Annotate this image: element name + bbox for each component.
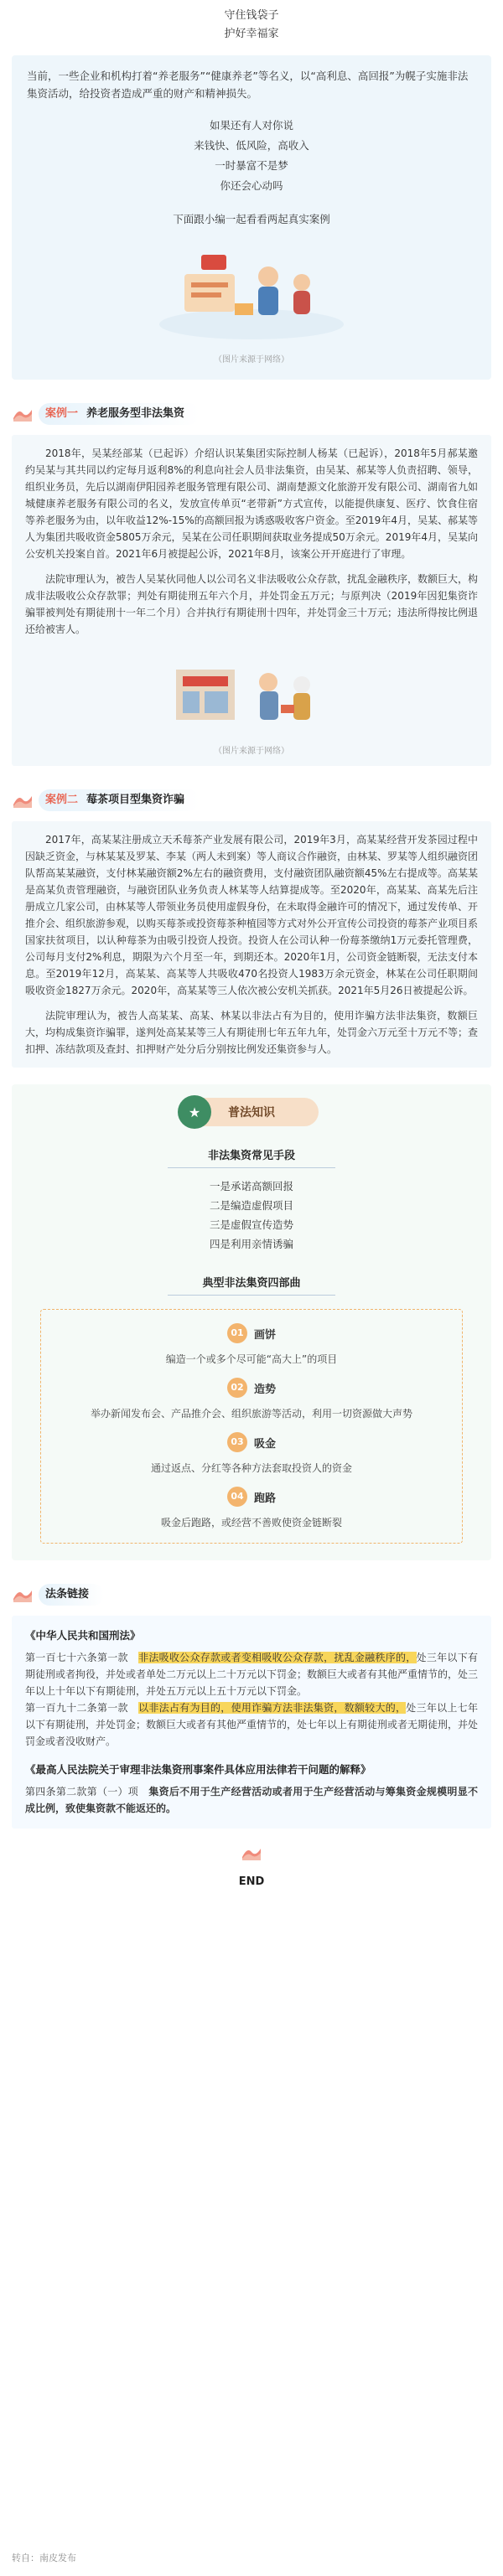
- step-number: 01: [227, 1323, 247, 1343]
- law-box: [12, 1616, 491, 1829]
- law-heading: 《中华人民共和国刑法》: [25, 1629, 141, 1642]
- article-text: 处三年以下有期徒刑或者拘役，并处或者单处二万元以上二十万元以下罚金；数额巨大或者有其他严重情节的，处三年以上十年以下有期徒刑，并处五万元以上五十万元以下罚金。: [25, 1652, 479, 1697]
- step-name: 吸金: [253, 1437, 276, 1451]
- case1-verdict: 法院审理认为，被告人吴某伙同他人以公司名义非法吸收公众存款，扰乱金融秩序，数额巨大，构成非法吸收公众存款罪；判处有期徒刑五年六个月，并处罚金五万元；与原判决（2019年因犯集资诈骗罪被判处有期徒刑十一年二个月）合并执行有期徒刑十四年，并处罚金三十万元；违法所得按比例退还给被害人。: [25, 573, 479, 635]
- step-item: [49, 1432, 454, 1475]
- means-title: 非法集资常见手段: [207, 1150, 295, 1162]
- step-name: 画饼: [253, 1328, 276, 1342]
- divider: [168, 1295, 335, 1296]
- step-item: [49, 1323, 454, 1366]
- star-icon: ★: [178, 1095, 211, 1129]
- highlight-text: 非法吸收公众存款或者变相吸收公众存款，扰乱金融秩序的，: [138, 1652, 417, 1663]
- wave-icon: [12, 403, 34, 425]
- end-mark: END: [238, 1875, 265, 1888]
- law-title-bar: [12, 1582, 491, 1607]
- step-desc: 举办新闻发布会、产品推介会、组织旅游等活动，利用一切资源做大声势: [90, 1408, 412, 1420]
- source-footer: 转自：南皮发布: [12, 2553, 76, 2563]
- law-article-176: [25, 1649, 478, 1699]
- case2-title: 莓茶项目型集资诈骗: [86, 794, 185, 806]
- step-number: 02: [227, 1378, 247, 1398]
- intro-paragraph: 当前，一些企业和机构打着“养老服务”“健康养老”等名义，以“高利息、高回报”为幌子实施非法集资活动，给投资者造成严重的财产和精神损失。: [27, 70, 469, 100]
- step-item: [49, 1487, 454, 1529]
- intro-line: 如果还有人对你说: [209, 119, 293, 132]
- list-item: 二是编造虚假项目: [209, 1199, 293, 1212]
- case1-pill: [39, 403, 200, 425]
- steps-title: 典型非法集资四部曲: [202, 1277, 301, 1290]
- step-desc: 编造一个或多个尽可能“高大上”的项目: [165, 1353, 338, 1365]
- case2-title-bar: [12, 788, 491, 813]
- list-item: 四是利用亲情诱骗: [209, 1238, 293, 1250]
- article-text: 处三年以上七年以下有期徒刑，并处罚金；数额巨大或者有其他严重情节的，处七年以上有期徒刑或者无期徒刑，并处罚金或者没收财产。: [25, 1702, 479, 1747]
- knowledge-section: [12, 1084, 491, 1560]
- intro-lines: [27, 116, 476, 196]
- image-caption: （图片来源于网络）: [214, 747, 289, 756]
- case2-facts: 2017年，高某某注册成立天禾莓茶产业发展有限公司，2019年3月，高某某经营开发茶园过程中因缺乏资金，与林某某及罗某、李某（两人未到案）等人商议合作融资，由林某、罗某等人组织融资团队帮高某某融资，支付林某融资额2%左右的融资费用，支付融资团队融资额45%左右提成等。高某某是高某负责管理融资，与融资团队业务负责人林某等人结算提成等。至2020年，高某某、高某先后注册成立几家公司，由林某等人带领业务员使用虚假身份，在未取得金融许可的情况下，通过发传单、开推介会、组织旅游参观，以购买莓茶或投资莓茶种植园等方式对外公开宣传公司投资的莓茶产业项目系国家扶贫项目，以认种莓茶为由吸引投资人投资。投资人在公司认种一份莓茶缴纳1万元委托管理费，公司每月支付2%利息，期限为六个月至一年，到期还本。2020年1月，公司资金链断裂，无法支付本息。至2019年12月，高某某、高某等人共吸收470名投资人1983万余元资金，林某在公司任职期间吸收资金1827万余元。2020年，高某某等三人依次被公安机关抓获。2021年5月26日被提起公诉。: [25, 834, 479, 996]
- steps-box: [40, 1309, 463, 1544]
- case1-box: [12, 435, 491, 766]
- step-number: 03: [227, 1432, 247, 1452]
- step-name: 造势: [253, 1383, 276, 1396]
- intro-line: 来钱快、低风险，高收入: [194, 139, 309, 152]
- intro-cta: 下面跟小编一起看看两起真实案例: [173, 213, 330, 225]
- law-article-192: [25, 1699, 478, 1750]
- list-item: 一是承诺高额回报: [209, 1180, 293, 1192]
- case2-pill: [39, 789, 200, 811]
- wave-icon: [239, 1842, 264, 1864]
- article-prefix: 第一百九十二条第一款: [25, 1702, 139, 1714]
- intro-line: 一时暴富不是梦: [215, 159, 288, 172]
- list-item: 三是虚假宣传造势: [209, 1218, 293, 1231]
- case2-label: 案例二: [45, 794, 79, 806]
- means-list: [23, 1177, 480, 1254]
- case2-box: [12, 821, 491, 1068]
- law-section-title: 法条链接: [45, 1588, 90, 1601]
- step-number: 04: [227, 1487, 247, 1507]
- intro-box: [12, 55, 491, 380]
- header: [0, 0, 503, 44]
- case1-facts: 2018年，吴某经部某（已起诉）介绍认识某集团实际控制人杨某（已起诉），2018年5月郝某邀约吴某与其共同以约定每月返利8%的利息向社会人员非法集资，由吴某、郝某等人负责招聘、领导，组织业务员，先后以湖南伊阳园养老服务管理有限公司、湖南楚源文化旅游开发有限公司、湖南省九如城健康养老服务有限公司的名义，发放宣传单页“老带新”方式宣传，以能提供康复、医疗、饮食住宿等养老服务为由，以年收益12%-15%的高额回报为诱惑吸收客户资金。至2019年4月，吴某、郝某等人为集团共吸收资金5805万余元，吴某在公司任职期间获取业务提成50万余元。2019年4月，吴某向公安机关投案自首。2021年6月被提起公诉，2021年8月，该案公开开庭进行了审理。: [25, 447, 479, 560]
- end-wave: [0, 1842, 503, 1867]
- step-desc: 通过返点、分红等各种方法套取投资人的资金: [150, 1462, 352, 1474]
- image-caption: （图片来源于网络）: [214, 355, 289, 365]
- law-article-4: [25, 1783, 478, 1817]
- wave-icon: [12, 1584, 34, 1606]
- article-prefix: 第四条第二款第（一）项: [25, 1786, 149, 1798]
- header-line2: 护好幸福家: [224, 28, 279, 40]
- case1-title: 养老服务型非法集资: [86, 407, 185, 420]
- divider: [168, 1167, 335, 1168]
- highlight-text: 以非法占有为目的，使用诈骗方法非法集资，数额较大的，: [138, 1702, 407, 1714]
- article-prefix: 第一百七十六条第一款: [25, 1652, 139, 1663]
- wave-icon: [12, 789, 34, 811]
- law-pill: [39, 1584, 104, 1606]
- illustration-scam: [151, 245, 352, 345]
- knowledge-title: 普法知识: [228, 1106, 275, 1120]
- case1-label: 案例一: [45, 407, 79, 420]
- knowledge-banner: [184, 1098, 319, 1126]
- step-item: [49, 1378, 454, 1420]
- case2-verdict: 法院审理认为，被告人高某某、高某、林某以非法占有为目的，使用诈骗方法非法集资，数额巨大，均构成集资诈骗罪，遂判处高某某等三人有期徒刑七年五年九年，处罚金六万元至十万元不等；查扣押、冻结款项及查封、扣押财产处分后分别按比例发还集资参与人。: [25, 1010, 479, 1055]
- intro-line: 你还会心动吗: [220, 179, 283, 192]
- article-bold-text: 集资后不用于生产经营活动或者用于生产经营活动与筹集资金规模明显不成比例，致使集资款不能返还的。: [25, 1786, 478, 1814]
- case1-title-bar: [12, 401, 491, 427]
- header-line1: 守住钱袋子: [224, 9, 279, 22]
- step-name: 跑路: [253, 1492, 276, 1505]
- step-desc: 吸金后跑路，或经营不善败使资金链断裂: [160, 1517, 342, 1529]
- illustration-elderly: [168, 653, 335, 737]
- law-heading: 《最高人民法院关于审理非法集资刑事案件具体应用法律若干问题的解释》: [25, 1763, 371, 1776]
